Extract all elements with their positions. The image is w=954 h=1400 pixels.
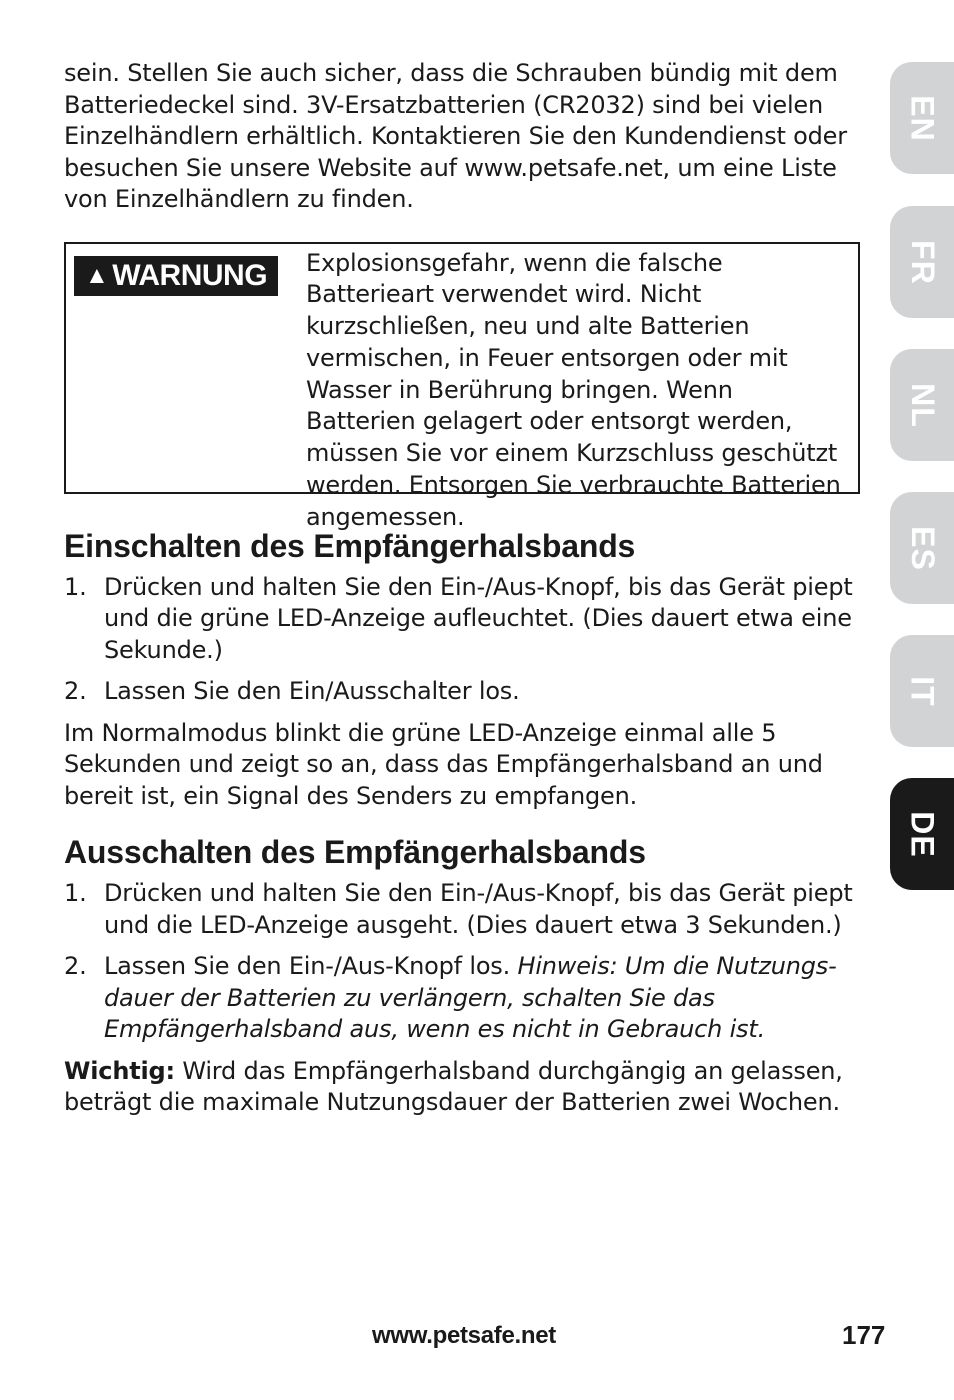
page-number: 177 [842,1320,886,1350]
tab-nl[interactable] [890,349,954,461]
step-number: 1. [64,572,87,601]
tab-es[interactable] [890,492,954,604]
important-paragraph [64,1056,860,1119]
warning-label-text: WARNUNG [112,258,268,292]
step-text: Lassen Sie den Ein-/Aus-Knopf los. [104,952,518,980]
warning-text: Explosionsgefahr, wenn die falsche Batterieart verwendet wird. Nicht kurzschließen, neu und alte Batterien vermischen, in Feuer entsorgen oder mit Wasser in Berührung bringen. Wenn Batterien gelagert oder entsorgt werden, müssen Sie vor einem Kurzschluss geschützt werden. Entsorgen Sie verbrauchte Batterien angemessen. [306,248,841,531]
tab-label: DE [904,810,941,858]
footer-url: www.petsafe.net [372,1322,556,1349]
steps-einschalten [64,572,860,708]
list-item [64,951,860,1046]
step-note: Hinweis: Um die Nutzungsdauer der Batterien zu verlängern, schalten Sie das Empfängerhalsband aus, wenn es nicht in Gebrauch ist. [104,952,837,1043]
intro-paragraph: sein. Stellen Sie auch sicher, dass die Schrauben bündig mit dem Batteriedeckel sind. 3V-Ersatzbatterien (CR2032) sind bei vielen Einzelhändlern erhältlich. Kontaktieren Sie den Kundendienst oder besuchen Sie unsere Website auf www.petsafe.net, um eine Liste von Einzelhändlern zu finden. [64,59,847,213]
step-number: 2. [64,952,87,980]
tab-fr[interactable] [890,206,954,318]
tab-en[interactable] [890,62,954,174]
tab-de[interactable] [890,778,954,890]
tab-it[interactable] [890,635,954,747]
warning-label [74,256,278,296]
warning-box [64,242,860,531]
tab-label: IT [904,675,941,707]
list-item [64,572,860,667]
list-item [64,676,860,708]
steps-ausschalten [64,878,860,1046]
step-text: Lassen Sie den Ein/Ausschalter los. [104,677,520,705]
step-number: 2. [64,677,87,705]
tab-label: ES [904,525,941,571]
step-text: Drücken und halten Sie den Ein-/Aus-Knopf, bis das Gerät piept und die LED-Anzeige ausgeht. (Dies dauert etwa 3 Sekunden.) [104,879,853,939]
step-number: 1. [64,879,87,907]
step-text-with-note [104,951,860,1046]
list-item [64,878,860,941]
page-content [64,58,860,1119]
important-label: Wichtig: [64,1056,175,1085]
heading-ausschalten: Ausschalten des Empfängerhalsbands [64,834,646,870]
warning-triangle-icon: ▲ [84,261,109,289]
heading-einschalten: Einschalten des Empfängerhalsbands [64,527,636,564]
tab-label: EN [904,94,941,142]
step-text: Drücken und halten Sie den Ein-/Aus-Knopf, bis das Gerät piept und die grüne LED-Anzeige aufleuchtet. (Dies dauert etwa eine Sekunde.) [104,572,853,664]
normal-mode-paragraph: Im Normalmodus blinkt die grüne LED-Anzeige einmal alle 5 Sekunden und zeigt so an, dass das Empfängerhalsband an und bereit ist, ein Signal des Senders zu empfangen. [64,718,823,810]
tab-label: NL [904,382,941,428]
tab-label: FR [904,239,941,285]
important-text: Wird das Empfängerhalsband durchgängig an gelassen, beträgt die maximale Nutzungsdauer der Batterien zwei Wochen. [64,1056,843,1116]
